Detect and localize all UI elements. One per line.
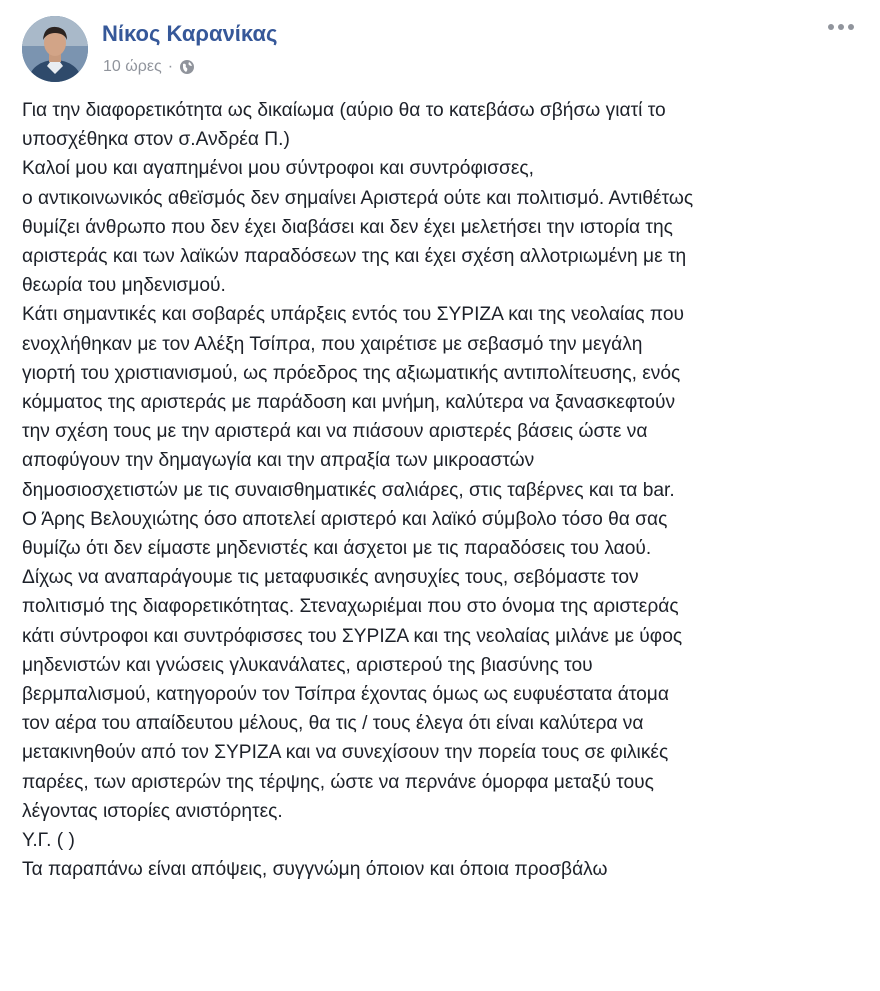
post-text-line: αποφύγουν την δημαγωγία και την απραξία των μικροαστών xyxy=(22,450,535,472)
post-text-line: υποσχέθηκα στον σ.Ανδρέα Π.) xyxy=(22,129,290,151)
post-text-line: Τα παραπάνω είναι απόψεις, συγγνώμη όποιον και όποια προσβάλω xyxy=(22,859,608,881)
post-text-line: δημοσιοσχετιστών με τις συναισθηματικές σαλιάρες, στις ταβέρνες και τα bar. xyxy=(22,479,675,501)
author-name[interactable]: Νίκος Καρανίκας xyxy=(102,21,278,46)
avatar-photo xyxy=(22,16,88,82)
post-text-line: Υ.Γ. ( ) xyxy=(22,830,75,852)
post-text-line: λέγοντας ιστορίες ανιστόρητες. xyxy=(22,800,283,822)
post-text-line: θεωρία του μηδενισμού. xyxy=(22,275,226,297)
post-text-line: θυμίζει άνθρωπο που δεν έχει διαβάσει και δεν έχει μελετήσει την ιστορία της xyxy=(22,216,673,238)
post-text-line: παρέες, των αριστερών της τέρψης, ώστε να περνάνε όμορφα μεταξύ τους xyxy=(22,771,654,793)
post-text-line: την σχέση τους με την αριστερά και να πιάσουν αριστερές βάσεις ώστε να xyxy=(22,421,648,443)
post-header xyxy=(22,16,858,86)
post-text-line: Για την διαφορετικότητα ως δικαίωμα (αύριο θα το κατεβάσω σβήσω γιατί το xyxy=(22,100,666,121)
meta-separator: · xyxy=(167,58,174,75)
post-body xyxy=(22,96,862,884)
post-meta xyxy=(103,58,195,76)
post-text-line: τον αέρα του απαίδευτου μέλους, θα τις / τους έλεγα ότι είναι καλύτερα να xyxy=(22,713,644,735)
post-text-line: μετακινηθούν από τον ΣΥΡΙΖΑ και να συνεχίσουν την πορεία τους σε φιλικές xyxy=(22,742,669,764)
post-text-line: ο αντικοινωνικός αθεϊσμός δεν σημαίνει Αριστερά ούτε και πολιτισμό. Αντιθέτως xyxy=(22,187,694,209)
globe-icon[interactable] xyxy=(179,59,195,75)
post-text-line: γιορτή του χριστιανισμού, ως πρόεδρος της αξιωματικής αντιπολίτευσης, ενός xyxy=(22,362,681,384)
post-text-line: ενοχλήθηκαν με τον Αλέξη Τσίπρα, που χαιρέτισε με σεβασμό την μεγάλη xyxy=(22,333,643,355)
post-text-line: Καλοί μου και αγαπημένοι μου σύντροφοι και συντρόφισσες, xyxy=(22,158,534,180)
more-options-icon[interactable] xyxy=(828,20,854,34)
post-text-line: Δίχως να αναπαράγουμε τις μεταφυσικές ανησυχίες τους, σεβόμαστε τον xyxy=(22,567,639,589)
post-text-line: μηδενιστών και γνώσεις γλυκανάλατες, αριστερού της βιασύνης του xyxy=(22,654,593,676)
post-text-line: θυμίζω ότι δεν είμαστε μηδενιστές και άσχετοι με τις παραδόσεις του λαού. xyxy=(22,538,652,560)
post-timestamp[interactable]: 10 ώρες xyxy=(103,58,162,75)
post-text-line: κόμματος της αριστεράς με παράδοση και μνήμη, καλύτερα να ξανασκεφτούν xyxy=(22,392,676,414)
post-text-line: βερμπαλισμού, κατηγορούν τον Τσίπρα έχοντας όμως ως ευφυέστατα άτομα xyxy=(22,684,669,706)
post-text-line: κάτι σύντροφοι και συντρόφισσες του ΣΥΡΙΖΑ και της νεολαίας μιλάνε με ύφος xyxy=(22,625,683,647)
post-text-line: αριστεράς και των λαϊκών παραδόσεων της και έχει σχέση αλλοτριωμένη με τη xyxy=(22,246,687,268)
post-text-line: Ο Άρης Βελουχιώτης όσο αποτελεί αριστερό και λαϊκό σύμβολο τόσο θα σας xyxy=(22,508,668,530)
post-text-line: Κάτι σημαντικές και σοβαρές υπάρξεις εντός του ΣΥΡΙΖΑ και της νεολαίας που xyxy=(22,304,684,326)
post-text-line: πολιτισμό της διαφορετικότητας. Στεναχωριέμαι που στο όνομα της αριστεράς xyxy=(22,596,679,618)
avatar[interactable] xyxy=(22,16,88,82)
